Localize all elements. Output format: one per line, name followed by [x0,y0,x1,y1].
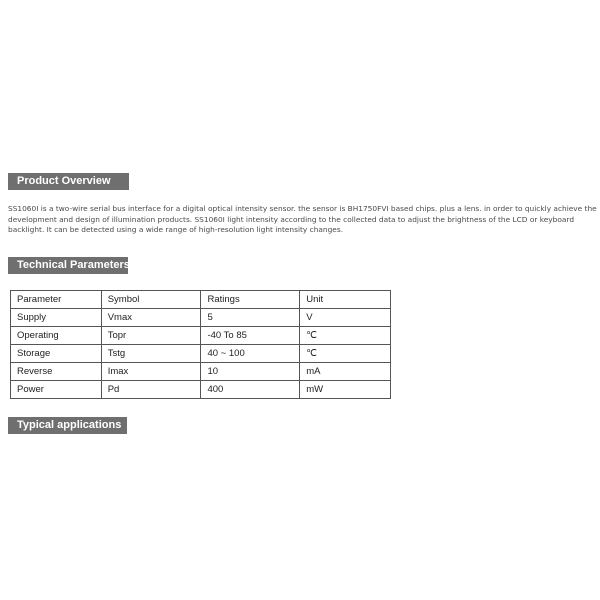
column-header-symbol: Symbol [101,291,201,309]
table-cell: Supply [11,309,102,327]
technical-parameters-header: Technical Parameters [8,257,128,274]
table-header-row [11,291,391,309]
table-cell: 5 [201,309,300,327]
table-cell: V [300,309,391,327]
table-cell: Power [11,381,102,399]
table-cell: Tstg [101,345,201,363]
table-row [11,327,391,345]
column-header-ratings: Ratings [201,291,300,309]
product-overview-header: Product Overview [8,173,129,190]
table-row [11,309,391,327]
technical-parameters-table [10,290,391,399]
table-cell: Reverse [11,363,102,381]
table-cell: Operating [11,327,102,345]
table-cell: Imax [101,363,201,381]
table-cell: Vmax [101,309,201,327]
table-row [11,363,391,381]
typical-applications-header: Typical applications [8,417,127,434]
table-cell: ℃ [300,345,391,363]
product-overview-text: SS1060I is a two-wire serial bus interface for a digital optical intensity sensor. the sensor is BH1750FVI based chips. plus a lens. in order to quickly achieve the development and design of illumination products. SS1060I light intensity according to the collected data to adjust the brightness of the LCD or keyboard backlight. It can be detected using a wide range of high-resolution light intensity changes. [8,204,597,234]
table-cell: Storage [11,345,102,363]
table-cell: 10 [201,363,300,381]
column-header-unit: Unit [300,291,391,309]
table-row [11,345,391,363]
table-cell: 400 [201,381,300,399]
table-cell: 40 ~ 100 [201,345,300,363]
table-cell: -40 To 85 [201,327,300,345]
table-cell: Pd [101,381,201,399]
table-cell: mA [300,363,391,381]
table-cell: ℃ [300,327,391,345]
table-row [11,381,391,399]
table-cell: mW [300,381,391,399]
column-header-parameter: Parameter [11,291,102,309]
table-cell: Topr [101,327,201,345]
